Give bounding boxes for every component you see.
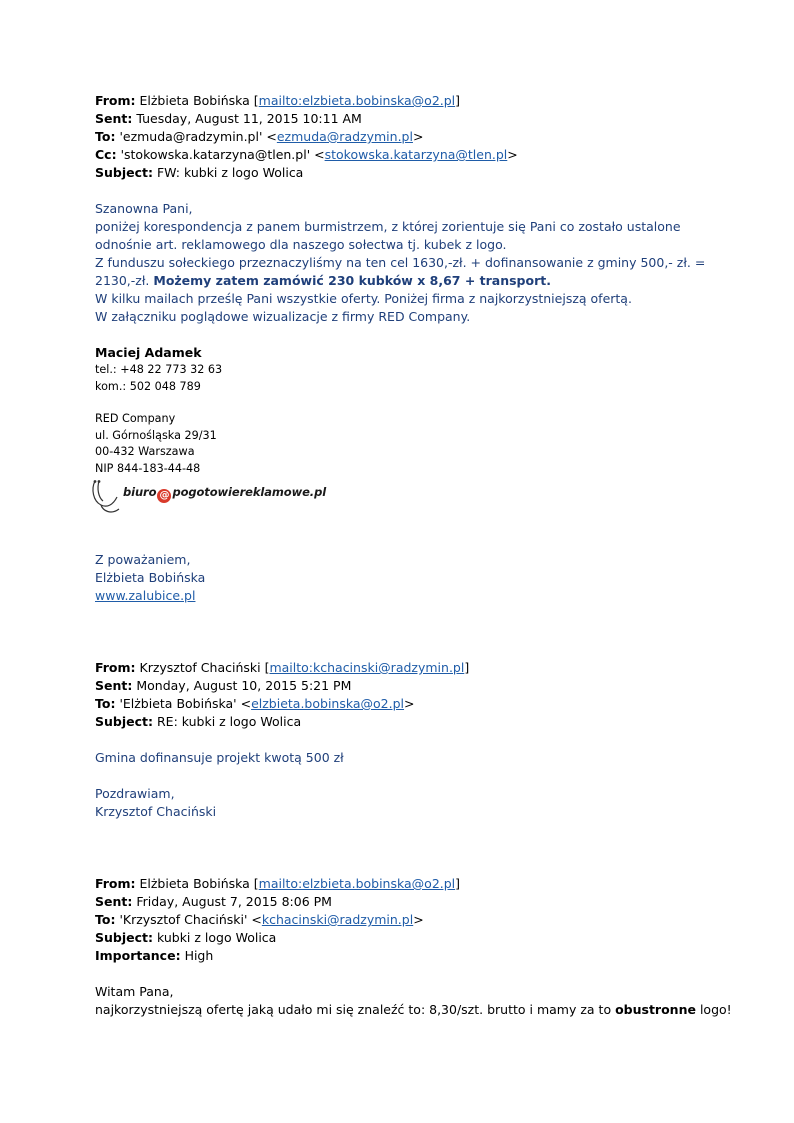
to-line: To: 'Krzysztof Chaciński' <kchacinski@radzymin.pl> [95, 912, 424, 927]
subject-line: Subject: FW: kubki z logo Wolica [95, 165, 304, 180]
closing-name: Elżbieta Bobińska [95, 570, 206, 585]
body-line: W załączniku poglądowe wizualizacje z firmy RED Company. [95, 309, 471, 324]
website-link[interactable]: www.zalubice.pl [95, 588, 196, 603]
signature-tel: tel.: +48 22 773 32 63 [95, 363, 223, 376]
signature-mobile: kom.: 502 048 789 [95, 379, 201, 393]
email-2-body [95, 749, 735, 821]
order-summary: Możemy zatem zamówić 230 kubków x 8,67 + transport. [153, 273, 551, 288]
document [95, 92, 735, 1019]
email-2-header [95, 659, 735, 731]
from-line: From: Elżbieta Bobińska [mailto:elzbieta.bobinska@o2.pl] [95, 876, 461, 891]
email-1-body [95, 200, 735, 326]
sent-line: Sent: Monday, August 10, 2015 5:21 PM [95, 678, 352, 693]
subject-line: Subject: RE: kubki z logo Wolica [95, 714, 302, 729]
signature-block [95, 344, 735, 517]
at-icon: @ [157, 489, 171, 503]
sent-line: Sent: Friday, August 7, 2015 8:06 PM [95, 894, 332, 909]
to-line: To: 'Elżbieta Bobińska' <elzbieta.bobinska@o2.pl> [95, 696, 415, 711]
from-email-link[interactable]: mailto:elzbieta.bobinska@o2.pl [258, 93, 456, 108]
body-line: Gmina dofinansuje projekt kwotą 500 zł [95, 750, 344, 765]
from-line: From: Krzysztof Chaciński [mailto:kchacinski@radzymin.pl] [95, 660, 470, 675]
signature-street: ul. Górnośląska 29/31 [95, 428, 217, 442]
cc-email-link[interactable]: stokowska.katarzyna@tlen.pl [324, 147, 508, 162]
closing-block [95, 551, 735, 605]
importance-line: Importance: High [95, 948, 214, 963]
to-line: To: 'ezmuda@radzymin.pl' <ezmuda@radzymin.pl> [95, 129, 424, 144]
email-1-header [95, 92, 735, 182]
email-3-body [95, 983, 735, 1019]
email-3-header [95, 875, 735, 965]
closing-name: Krzysztof Chaciński [95, 804, 217, 819]
cc-line: Cc: 'stokowska.katarzyna@tlen.pl' <stokowska.katarzyna@tlen.pl> [95, 147, 518, 162]
from-email-link[interactable]: mailto:elzbieta.bobinska@o2.pl [258, 876, 456, 891]
closing: Pozdrawiam, [95, 786, 175, 801]
body-line: W kilku mailach prześlę Pani wszystkie oferty. Poniżej firma z najkorzystniejszą ofertą. [95, 291, 632, 306]
signature-company: RED Company [95, 412, 176, 425]
signature-nip: NIP 844-183-44-48 [95, 461, 201, 475]
closing: Z poważaniem, [95, 552, 191, 567]
from-line: From: Elżbieta Bobińska [mailto:elzbieta.bobinska@o2.pl] [95, 93, 461, 108]
subject-line: Subject: kubki z logo Wolica [95, 930, 277, 945]
logo-text: biuro @ pogotowiereklamowe.pl [123, 485, 327, 501]
body-line: Z funduszu sołeckiego przeznaczyliśmy na ten cel 1630,-zł. + dofinansowanie z gminy 500,- zł. = [95, 255, 706, 270]
from-email-link[interactable]: mailto:kchacinski@radzymin.pl [269, 660, 465, 675]
body-line: poniżej korespondencja z panem burmistrzem, z której zorientuje się Pani co zostało ustalone [95, 219, 681, 234]
to-email-link[interactable]: ezmuda@radzymin.pl [276, 129, 413, 144]
to-email-link[interactable]: kchacinski@radzymin.pl [261, 912, 414, 927]
to-email-link[interactable]: elzbieta.bobinska@o2.pl [251, 696, 405, 711]
body-line: 2130,-zł. Możemy zatem zamówić 230 kubków x 8,67 + transport. [95, 273, 551, 288]
sent-line: Sent: Tuesday, August 11, 2015 10:11 AM [95, 111, 362, 126]
signature-name: Maciej Adamek [95, 345, 202, 360]
greeting: Szanowna Pani, [95, 201, 193, 216]
signature-city: 00-432 Warszawa [95, 445, 195, 458]
body-line: najkorzystniejszą ofertę jaką udało mi się znaleźć to: 8,30/szt. brutto i mamy za to obustronne logo! [95, 1002, 732, 1017]
body-line: odnośnie art. reklamowego dla naszego sołectwa tj. kubek z logo. [95, 237, 507, 252]
greeting: Witam Pana, [95, 984, 174, 999]
company-logo [95, 479, 735, 517]
